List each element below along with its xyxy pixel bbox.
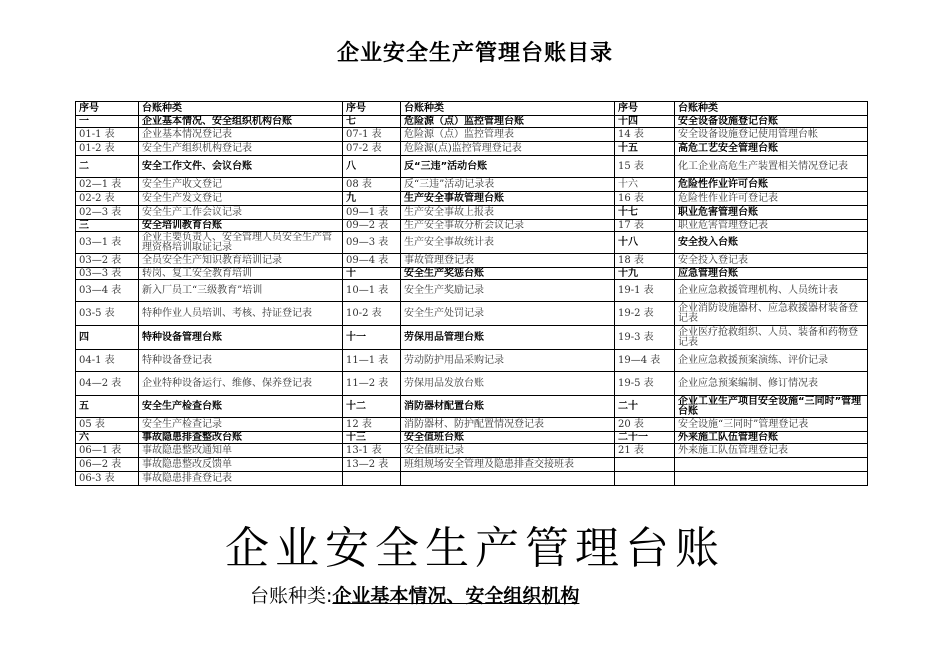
serial-cell: 15 表 [615,156,675,178]
serial-cell: 16 表 [615,192,675,206]
header-cell: 序号 [343,102,401,116]
serial-cell: 03—1 表 [76,232,139,254]
table-row [76,444,868,458]
ledger-type-cell: 班组规场安全管理及隐患排查交接班表 [401,458,615,472]
serial-cell [343,472,401,486]
ledger-type-cell: 企业应急预案编制、修订情况表 [675,372,868,396]
serial-cell: 十 [343,268,401,280]
ledger-type-cell: 危险源（点）监控管理表 [401,128,615,142]
ledger-type-cell: 安全工作文件、会议台账 [139,156,343,178]
ledger-type-cell: 企业消防设施器材、应急救援器材装备登记表 [675,302,868,326]
serial-cell: 02—1 表 [76,178,139,192]
ledger-type-cell: 外来施工队伍管理台账 [675,432,868,444]
table-row [76,280,868,302]
ledger-type-cell: 消防器材配置台账 [401,396,615,418]
ledger-type-cell: 企业工业生产项目安全设施“三同时”管理台账 [675,396,868,418]
table-row [76,178,868,192]
ledger-type-cell: 应急管理台账 [675,268,868,280]
ledger-type-cell: 安全生产工作会议记录 [139,206,343,220]
serial-cell: 03—3 表 [76,268,139,280]
serial-cell: 五 [76,396,139,418]
serial-cell: 19-3 表 [615,326,675,350]
ledger-type-cell: 生产安全事故统计表 [401,232,615,254]
serial-cell: 十九 [615,268,675,280]
ledger-type-cell: 特种设备登记表 [139,350,343,372]
serial-cell: 06—2 表 [76,458,139,472]
serial-cell: 02—3 表 [76,206,139,220]
ledger-type-cell: 生产安全事故上报表 [401,206,615,220]
ledger-type-cell: 企业医疗抢救组织、人员、装备和药物登记表 [675,326,868,350]
table-header-row [76,102,868,116]
ledger-type-cell [675,458,868,472]
serial-cell: 17 表 [615,220,675,232]
table-row [76,232,868,254]
table-row [76,128,868,142]
serial-cell: 十六 [615,178,675,192]
serial-cell: 09—4 表 [343,254,401,268]
table-row [76,156,868,178]
serial-cell: 18 表 [615,254,675,268]
serial-cell: 19-1 表 [615,280,675,302]
serial-cell: 02-2 表 [76,192,139,206]
ledger-type-cell: 安全生产收文登记 [139,178,343,192]
ledger-type-cell: 危险性作业许可台账 [675,178,868,192]
ledger-type-cell: 安全培训教育台账 [139,220,343,232]
ledger-type-cell: 危险源(点)监控管理登记表 [401,142,615,156]
serial-cell: 十七 [615,206,675,220]
ledger-type-cell: 安全投入登记表 [675,254,868,268]
ledger-type-cell: 劳保用品管理台账 [401,326,615,350]
ledger-type-cell: 安全生产奖惩台账 [401,268,615,280]
directory-title: 企业安全生产管理台账目录 [336,40,613,66]
ledger-type-cell: 安全值班台账 [401,432,615,444]
ledger-type-cell: 企业基本情况登记表 [139,128,343,142]
table-row [76,142,868,156]
ledger-type-cell: 职业危害管理登记表 [675,220,868,232]
category-label: 台账种类: [250,585,333,607]
directory-table-body [76,102,868,486]
header-cell: 台账种类 [675,102,868,116]
serial-cell: 04-1 表 [76,350,139,372]
ledger-type-cell: 安全生产检查记录 [139,418,343,432]
ledger-type-cell: 事故隐患整改通知单 [139,444,343,458]
header-cell: 台账种类 [401,102,615,116]
serial-cell: 10—1 表 [343,280,401,302]
ledger-type-cell: 事故隐患排查登记表 [139,472,343,486]
table-row [76,268,868,280]
ledger-type-cell: 安全生产处罚记录 [401,302,615,326]
serial-cell: 10-2 表 [343,302,401,326]
serial-cell: 九 [343,192,401,206]
serial-cell: 十三 [343,432,401,444]
ledger-type-cell: 劳动防护用品采购记录 [401,350,615,372]
serial-cell: 十二 [343,396,401,418]
ledger-type-cell: 安全生产发文登记 [139,192,343,206]
directory-table [75,101,868,486]
ledger-type-cell: 消防器材、防护配置情况登记表 [401,418,615,432]
serial-cell: 十一 [343,326,401,350]
serial-cell [615,458,675,472]
ledger-type-cell: 反“三违”活动记录表 [401,178,615,192]
ledger-type-cell: 企业特种设备运行、维修、保养登记表 [139,372,343,396]
serial-cell: 14 表 [615,128,675,142]
ledger-type-cell: 劳保用品发放台账 [401,372,615,396]
ledger-type-cell: 反“三违”活动台账 [401,156,615,178]
table-row [76,458,868,472]
serial-cell: 三 [76,220,139,232]
category-line [250,581,579,608]
ledger-type-cell: 企业应急救援管理机构、人员统计表 [675,280,868,302]
ledger-type-cell: 安全投入台账 [675,232,868,254]
serial-cell: 十五 [615,142,675,156]
ledger-type-cell: 安全设施“三同时”管理登记表 [675,418,868,432]
ledger-type-cell: 事故隐患排查整改台账 [139,432,343,444]
serial-cell: 十八 [615,232,675,254]
ledger-type-cell: 高危工艺安全管理台账 [675,142,868,156]
ledger-type-cell: 安全生产奖励记录 [401,280,615,302]
serial-cell: 09—2 表 [343,220,401,232]
table-row [76,302,868,326]
table-row [76,350,868,372]
ledger-type-cell: 外来施工队伍管理登记表 [675,444,868,458]
table-row [76,206,868,220]
table-row [76,254,868,268]
serial-cell: 01-2 表 [76,142,139,156]
ledger-type-cell: 安全值班记录 [401,444,615,458]
serial-cell: 19-2 表 [615,302,675,326]
serial-cell: 13—2 表 [343,458,401,472]
serial-cell: 二十一 [615,432,675,444]
ledger-type-cell [675,472,868,486]
ledger-type-cell: 事故管理登记表 [401,254,615,268]
ledger-type-cell: 转岗、复工安全教育培训 [139,268,343,280]
serial-cell: 03-5 表 [76,302,139,326]
serial-cell: 03—2 表 [76,254,139,268]
ledger-type-cell: 特种作业人员培训、考核、持证登记表 [139,302,343,326]
table-row [76,418,868,432]
serial-cell: 03—4 表 [76,280,139,302]
serial-cell: 二 [76,156,139,178]
ledger-type-cell: 职业危害管理台账 [675,206,868,220]
serial-cell: 07-1 表 [343,128,401,142]
header-cell: 序号 [76,102,139,116]
serial-cell: 七 [343,116,401,128]
serial-cell: 四 [76,326,139,350]
ledger-big-title: 企业安全生产管理台账 [225,523,725,574]
ledger-type-cell: 生产安全事故管理台账 [401,192,615,206]
ledger-type-cell: 危险源（点）监控管理台账 [401,116,615,128]
header-cell: 台账种类 [139,102,343,116]
serial-cell: 09—1 表 [343,206,401,220]
ledger-type-cell: 企业主要负责人、安全管理人员安全生产管理资格培训取证记录 [139,232,343,254]
serial-cell: 二十 [615,396,675,418]
serial-cell: 19—4 表 [615,350,675,372]
serial-cell: 11—2 表 [343,372,401,396]
serial-cell: 06-3 表 [76,472,139,486]
serial-cell: 08 表 [343,178,401,192]
ledger-type-cell: 化工企业高危生产装置相关情况登记表 [675,156,868,178]
serial-cell: 19-5 表 [615,372,675,396]
ledger-type-cell: 特种设备管理台账 [139,326,343,350]
table-row [76,326,868,350]
category-value: 企业基本情况、安全组织机构 [332,585,580,607]
serial-cell: 05 表 [76,418,139,432]
serial-cell: 11—1 表 [343,350,401,372]
serial-cell: 12 表 [343,418,401,432]
table-row [76,396,868,418]
serial-cell [615,472,675,486]
serial-cell: 06—1 表 [76,444,139,458]
ledger-type-cell: 企业应急救援预案演练、评价记录 [675,350,868,372]
serial-cell: 07-2 表 [343,142,401,156]
ledger-type-cell: 危险性作业许可登记表 [675,192,868,206]
ledger-type-cell: 企业基本情况、安全组织机构台账 [139,116,343,128]
table-row [76,372,868,396]
serial-cell: 20 表 [615,418,675,432]
table-row [76,432,868,444]
serial-cell: 八 [343,156,401,178]
ledger-type-cell: 安全生产组织机构登记表 [139,142,343,156]
ledger-type-cell: 事故隐患整改反馈单 [139,458,343,472]
ledger-type-cell: 全员安全生产知识教育培训记录 [139,254,343,268]
serial-cell: 十四 [615,116,675,128]
ledger-type-cell: 安全生产检查台账 [139,396,343,418]
ledger-type-cell [401,472,615,486]
ledger-type-cell: 新入厂员工“三级教育”培训 [139,280,343,302]
serial-cell: 21 表 [615,444,675,458]
table-row [76,220,868,232]
table-row [76,116,868,128]
header-cell: 序号 [615,102,675,116]
serial-cell: 09—3 表 [343,232,401,254]
ledger-type-cell: 生产安全事故分析会议记录 [401,220,615,232]
table-row [76,472,868,486]
serial-cell: 六 [76,432,139,444]
serial-cell: 04—2 表 [76,372,139,396]
ledger-type-cell: 安全设备设施登记使用管理台帐 [675,128,868,142]
serial-cell: 13-1 表 [343,444,401,458]
ledger-type-cell: 安全设备设施登记台账 [675,116,868,128]
serial-cell: 一 [76,116,139,128]
table-row [76,192,868,206]
serial-cell: 01-1 表 [76,128,139,142]
